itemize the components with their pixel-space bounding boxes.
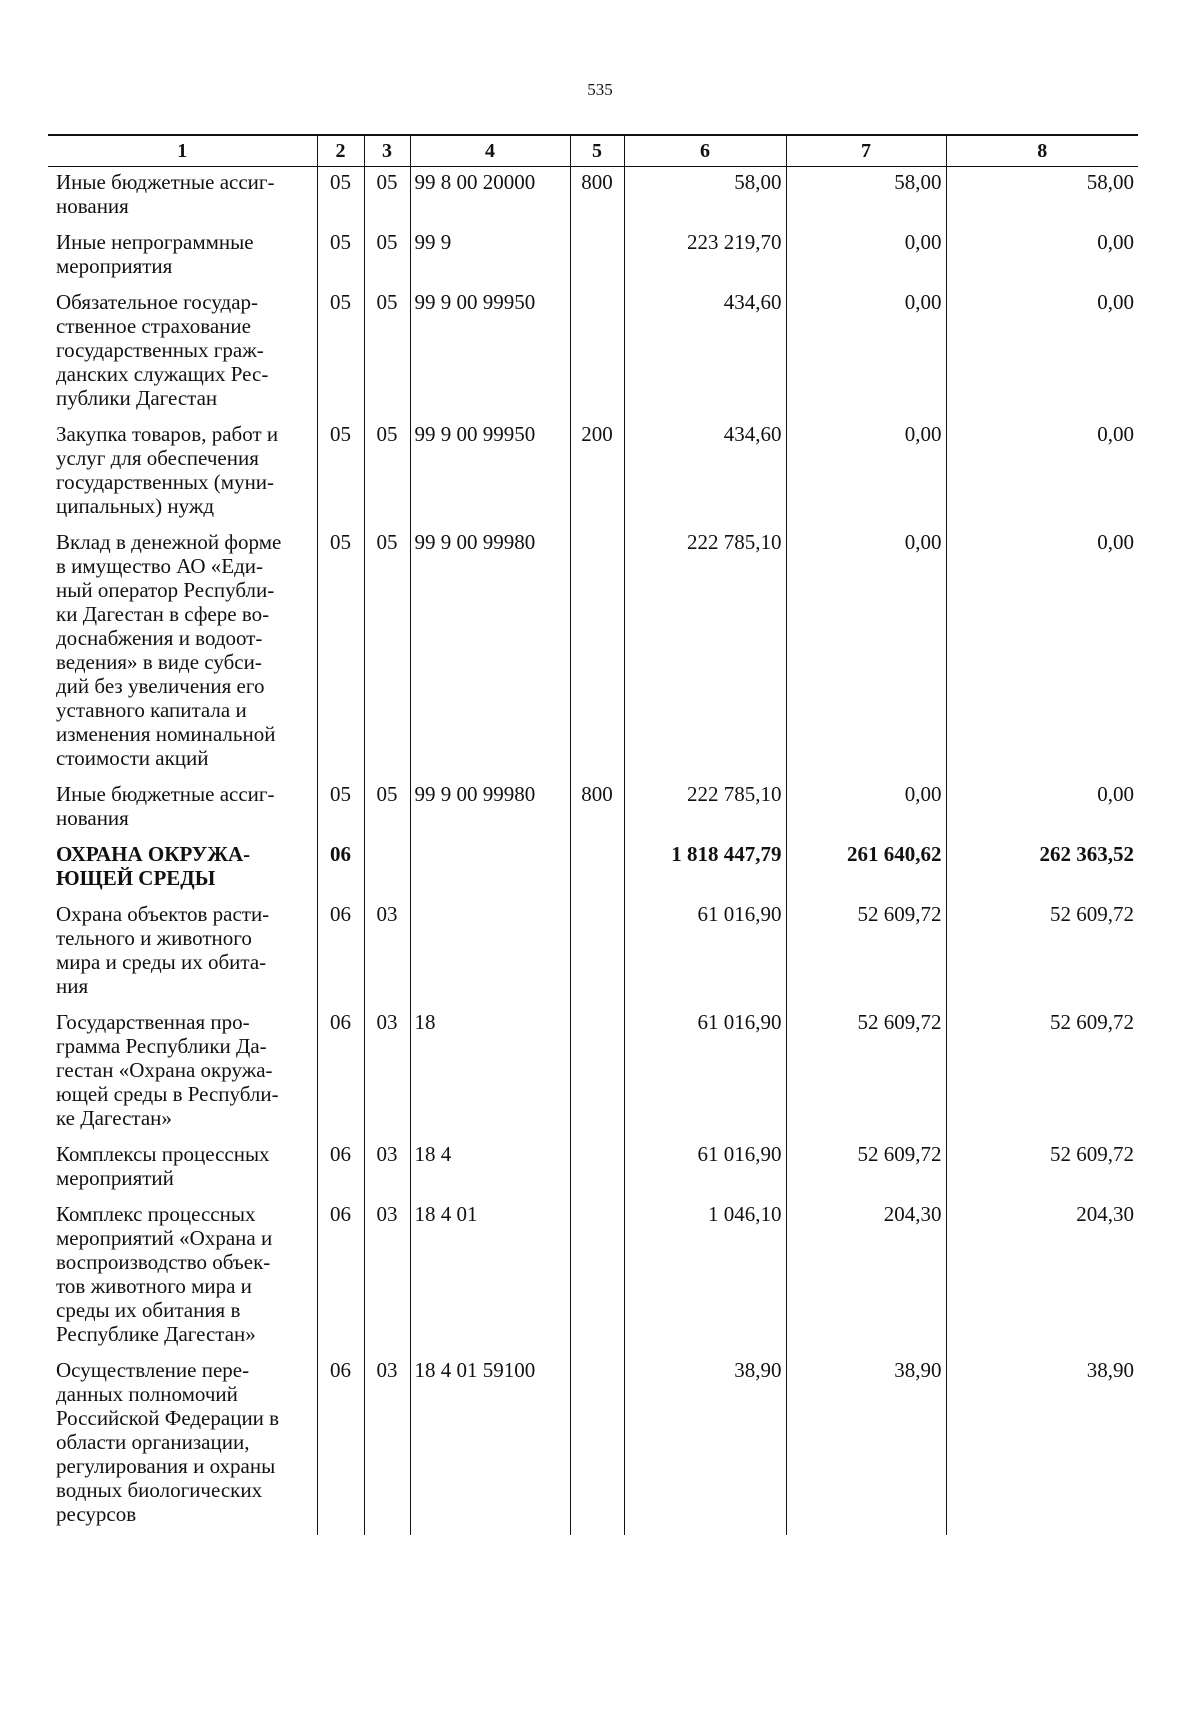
- amount-col-7: 0,00: [786, 779, 946, 839]
- column-header: 8: [946, 135, 1138, 167]
- section-code: 05: [317, 779, 364, 839]
- section-code: 05: [317, 527, 364, 779]
- target-article-code: 18 4 01 59100: [410, 1355, 570, 1535]
- amount-col-6: 61 016,90: [624, 1007, 786, 1139]
- section-code: 05: [317, 419, 364, 527]
- section-code: 05: [317, 227, 364, 287]
- row-name: Иные бюджетные ассиг- нования: [56, 782, 275, 830]
- budget-table-container: [48, 134, 1138, 1535]
- target-article-code: 99 9 00 99980: [410, 779, 570, 839]
- subsection-code: 05: [364, 287, 410, 419]
- amount-col-8: 0,00: [946, 419, 1138, 527]
- column-header: 6: [624, 135, 786, 167]
- section-code: 06: [317, 1007, 364, 1139]
- table-row: [48, 527, 1138, 779]
- amount-col-6: 222 785,10: [624, 779, 786, 839]
- row-name: Осуществление пере- данных полномочий Российской Федерации в области организации, регулирования и охраны водных биологических ресурсов: [56, 1358, 280, 1526]
- row-name: Иные непрограммные мероприятия: [56, 230, 254, 278]
- row-name: Государственная про- грамма Республики Да- гестан «Охрана окружа- ющей среды в Республи- ке Дагестан»: [56, 1010, 279, 1130]
- target-article-code: 18 4: [410, 1139, 570, 1199]
- amount-col-7: 0,00: [786, 419, 946, 527]
- section-code: 06: [317, 1199, 364, 1355]
- amount-col-7: 204,30: [786, 1199, 946, 1355]
- amount-col-7: 0,00: [786, 287, 946, 419]
- amount-col-6: 222 785,10: [624, 527, 786, 779]
- target-article-code: 99 9 00 99950: [410, 419, 570, 527]
- amount-col-8: 52 609,72: [946, 1139, 1138, 1199]
- amount-col-8: 52 609,72: [946, 899, 1138, 1007]
- amount-col-8: 262 363,52: [946, 839, 1138, 899]
- amount-col-8: 0,00: [946, 227, 1138, 287]
- amount-col-8: 0,00: [946, 779, 1138, 839]
- column-header: 1: [48, 135, 317, 167]
- expense-type-code: [570, 1007, 624, 1139]
- row-name: Комплекс процессных мероприятий «Охрана и воспроизводство объек- тов животного мира и среды их обитания в Республике Дагестан»: [56, 1202, 273, 1346]
- amount-col-7: 0,00: [786, 527, 946, 779]
- table-row: [48, 1355, 1138, 1535]
- subsection-code: 05: [364, 167, 410, 228]
- section-code: 05: [317, 167, 364, 228]
- table-row: [48, 839, 1138, 899]
- subsection-code: 05: [364, 779, 410, 839]
- column-header: 2: [317, 135, 364, 167]
- table-row: [48, 1007, 1138, 1139]
- column-header: 7: [786, 135, 946, 167]
- target-article-code: [410, 839, 570, 899]
- target-article-code: 99 8 00 20000: [410, 167, 570, 228]
- subsection-code: 03: [364, 1007, 410, 1139]
- target-article-code: 18: [410, 1007, 570, 1139]
- row-name: Комплексы процессных мероприятий: [56, 1142, 270, 1190]
- row-name: ОХРАНА ОКРУЖА- ЮЩЕЙ СРЕДЫ: [56, 842, 251, 890]
- subsection-code: 03: [364, 899, 410, 1007]
- amount-col-6: 61 016,90: [624, 899, 786, 1007]
- expense-type-code: 200: [570, 419, 624, 527]
- expense-type-code: [570, 227, 624, 287]
- amount-col-6: 223 219,70: [624, 227, 786, 287]
- amount-col-7: 0,00: [786, 227, 946, 287]
- amount-col-6: 1 818 447,79: [624, 839, 786, 899]
- amount-col-7: 52 609,72: [786, 1007, 946, 1139]
- amount-col-7: 52 609,72: [786, 899, 946, 1007]
- amount-col-8: 0,00: [946, 287, 1138, 419]
- table-row: [48, 779, 1138, 839]
- amount-col-7: 58,00: [786, 167, 946, 228]
- subsection-code: 05: [364, 227, 410, 287]
- target-article-code: 18 4 01: [410, 1199, 570, 1355]
- amount-col-7: 38,90: [786, 1355, 946, 1535]
- section-code: 06: [317, 1355, 364, 1535]
- amount-col-6: 61 016,90: [624, 1139, 786, 1199]
- target-article-code: 99 9: [410, 227, 570, 287]
- row-name: Закупка товаров, работ и услуг для обеспечения государственных (муни- ципальных) нужд: [56, 422, 279, 518]
- column-header: 5: [570, 135, 624, 167]
- amount-col-7: 261 640,62: [786, 839, 946, 899]
- expense-type-code: [570, 1355, 624, 1535]
- amount-col-7: 52 609,72: [786, 1139, 946, 1199]
- table-row: [48, 287, 1138, 419]
- expense-type-code: 800: [570, 167, 624, 228]
- amount-col-8: 204,30: [946, 1199, 1138, 1355]
- amount-col-6: 1 046,10: [624, 1199, 786, 1355]
- amount-col-6: 38,90: [624, 1355, 786, 1535]
- page-number: 535: [587, 80, 613, 99]
- amount-col-6: 58,00: [624, 167, 786, 228]
- amount-col-8: 58,00: [946, 167, 1138, 228]
- target-article-code: 99 9 00 99950: [410, 287, 570, 419]
- section-code: 05: [317, 287, 364, 419]
- row-name: Охрана объектов расти- тельного и животного мира и среды их обита- ния: [56, 902, 270, 998]
- section-code: 06: [317, 899, 364, 1007]
- budget-table: [48, 134, 1138, 1535]
- table-row: [48, 1199, 1138, 1355]
- expense-type-code: [570, 899, 624, 1007]
- target-article-code: 99 9 00 99980: [410, 527, 570, 779]
- expense-type-code: 800: [570, 779, 624, 839]
- section-code: 06: [317, 839, 364, 899]
- row-name: Иные бюджетные ассиг- нования: [56, 170, 275, 218]
- subsection-code: 03: [364, 1355, 410, 1535]
- expense-type-code: [570, 527, 624, 779]
- table-body: [48, 167, 1138, 1536]
- expense-type-code: [570, 1139, 624, 1199]
- target-article-code: [410, 899, 570, 1007]
- amount-col-8: 38,90: [946, 1355, 1138, 1535]
- table-row: [48, 1139, 1138, 1199]
- amount-col-8: 0,00: [946, 527, 1138, 779]
- header-row: [48, 135, 1138, 167]
- section-code: 06: [317, 1139, 364, 1199]
- table-row: [48, 167, 1138, 228]
- row-name: Вклад в денежной форме в имущество АО «Еди- ный оператор Республи- ки Дагестан в сфере во- доснабжения и водоот- ведения» в виде субси- дий без увеличения его уставного капитала и изменения номинальной стоимости акций: [56, 530, 282, 770]
- column-header: 3: [364, 135, 410, 167]
- amount-col-8: 52 609,72: [946, 1007, 1138, 1139]
- table-row: [48, 899, 1138, 1007]
- column-header: 4: [410, 135, 570, 167]
- expense-type-code: [570, 287, 624, 419]
- table-row: [48, 227, 1138, 287]
- table-row: [48, 419, 1138, 527]
- amount-col-6: 434,60: [624, 419, 786, 527]
- row-name: Обязательное государ- ственное страхование государственных граж- данских служащих Рес- публики Дагестан: [56, 290, 269, 410]
- expense-type-code: [570, 1199, 624, 1355]
- subsection-code: 05: [364, 527, 410, 779]
- subsection-code: [364, 839, 410, 899]
- subsection-code: 05: [364, 419, 410, 527]
- amount-col-6: 434,60: [624, 287, 786, 419]
- subsection-code: 03: [364, 1139, 410, 1199]
- expense-type-code: [570, 839, 624, 899]
- subsection-code: 03: [364, 1199, 410, 1355]
